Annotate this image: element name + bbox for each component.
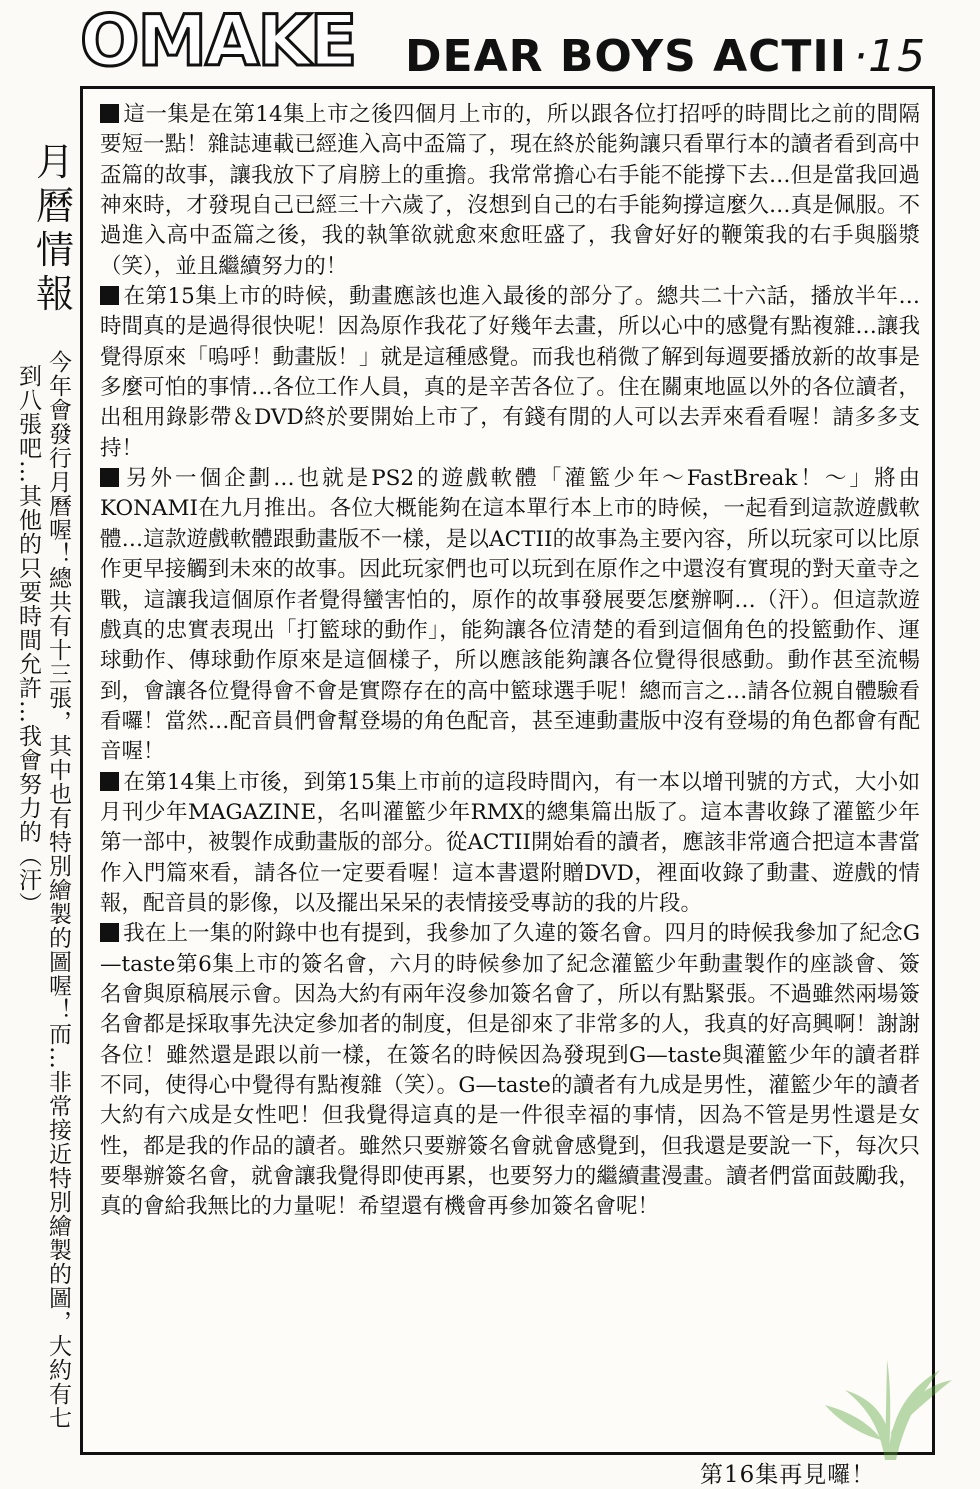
calendar-text-column: 到八張吧…其他的只要時間允許…我會努力的（汗） xyxy=(15,364,41,916)
article-paragraph: 在第15集上市的時候，動畫應該也進入最後的部分了。總共二十六話，播放半年…時間真的是過得很快呢！因為原作我花了好幾年去畫，所以心中的感覺有點複雜…讓我覺得原來「嗚呼！動畫版！」就是這種感覺。而我也稍微了解到每週要播放新的故事是多麼可怕的事情…各位工作人員，真的是辛苦各位了。住在關東地區以外的各位讀者，出租用錄影帶＆DVD終於要開始上市了，有錢有閒的人可以去弄來看看喔！請多多支持！ xyxy=(100,282,920,464)
article-paragraph: 另外一個企劃…也就是PS2的遊戲軟體「灌籃少年～FastBreak！～」將由KONAMI在九月推出。各位大概能夠在這本單行本上市的時候，一起看到這款遊戲軟體…這款遊戲軟體跟動畫版不一樣，是以ACTII的故事為主要內容，所以玩家可以比原作更早接觸到未來的故事。因此玩家們也可以玩到在原作之中還沒有實現的對天童寺之戰，這讓我這個原作者覺得蠻害怕的，原作的故事發展要怎麼辦啊…（汗）。但這款遊戲真的忠實表現出「打籃球的動作」，能夠讓各位清楚的看到這個角色的投籃動作、運球動作、傳球動作原來是這個樣子，所以應該能夠讓各位覺得很感動。動作甚至流暢到，會讓各位覺得會不會是實際存在的高中籃球選手呢！總而言之…請各位親自體驗看看囉！當然…配音員們會幫登場的角色配音，甚至連動畫版中沒有登場的角色都會有配音喔！ xyxy=(100,464,920,767)
footer-note: 第16集再見囉！ xyxy=(700,1462,876,1488)
calendar-text-column: 今年會發行月曆喔！總共有十三張，其中也有特別繪製的圖喔！而…非常接近特別繪製的圖，大約有七 xyxy=(45,350,71,1430)
page-header xyxy=(80,0,960,86)
leaf-watermark-icon xyxy=(810,1320,960,1470)
calendar-title-char: 曆 xyxy=(35,184,74,228)
series-title xyxy=(405,30,926,84)
calendar-info-text xyxy=(10,350,70,1445)
calendar-info-title xyxy=(30,140,80,316)
calendar-title-char: 情 xyxy=(35,228,74,272)
article-paragraph: 這一集是在第14集上市之後四個月上市的，所以跟各位打招呼的時間比之前的間隔要短一點！雜誌連載已經進入高中盃篇了，現在終於能夠讓只看單行本的讀者看到高中盃篇的故事，讓我放下了肩膀上的重擔。我常常擔心右手能不能撐下去…但是當我回過神來時，才發現自己已經三十六歲了，沒想到自己的右手能夠撐這麼久…真是佩服。不過進入高中盃篇之後，我的執筆欲就愈來愈旺盛了，我會好好的鞭策我的右手與腦漿（笑），並且繼續努力的！ xyxy=(100,100,920,282)
article-paragraph: 我在上一集的附錄中也有提到，我參加了久違的簽名會。四月的時候我參加了紀念G—taste第6集上市的簽名會，六月的時候參加了紀念灌籃少年動畫製作的座談會、簽名會與原稿展示會。因為大約有兩年沒參加簽名會了，所以有點緊張。不過雖然兩場簽名會都是採取事先決定參加者的制度，但是卻來了非常多的人，我真的好高興啊！謝謝各位！雖然還是跟以前一樣，在簽名的時候因為發現到G—taste與灌籃少年的讀者群不同，使得心中覺得有點複雜（笑）。G—taste的讀者有九成是男性，灌籃少年的讀者大約有六成是女性吧！但我覺得這真的是一件很幸福的事情，因為不管是男性還是女性，都是我的作品的讀者。雖然只要辦簽名會就會感覺到，但我還是要說一下，每次只要舉辦簽名會，就會讓我覺得即使再累，也要努力的繼續畫漫畫。讀者們當面鼓勵我，真的會給我無比的力量呢！希望還有機會再參加簽名會呢！ xyxy=(100,919,920,1222)
afterword-article xyxy=(100,100,920,1223)
calendar-title-char: 月 xyxy=(35,140,74,184)
omake-title: OMAKE xyxy=(80,0,356,82)
volume-number: ·15 xyxy=(853,31,927,82)
series-name: DEAR BOYS ACTII xyxy=(405,31,848,82)
article-paragraph: 在第14集上市後，到第15集上市前的這段時間內，有一本以增刊號的方式，大小如月刊少年MAGAZINE，名叫灌籃少年RMX的總集篇出版了。這本書收錄了灌籃少年第一部中，被製作成動畫版的部分。從ACTII開始看的讀者，應該非常適合把這本書當作入門篇來看，請各位一定要看喔！這本書還附贈DVD，裡面收錄了動畫、遊戲的情報，配音員的影像，以及擺出呆呆的表情接受專訪的我的片段。 xyxy=(100,768,920,920)
calendar-title-char: 報 xyxy=(35,272,74,316)
